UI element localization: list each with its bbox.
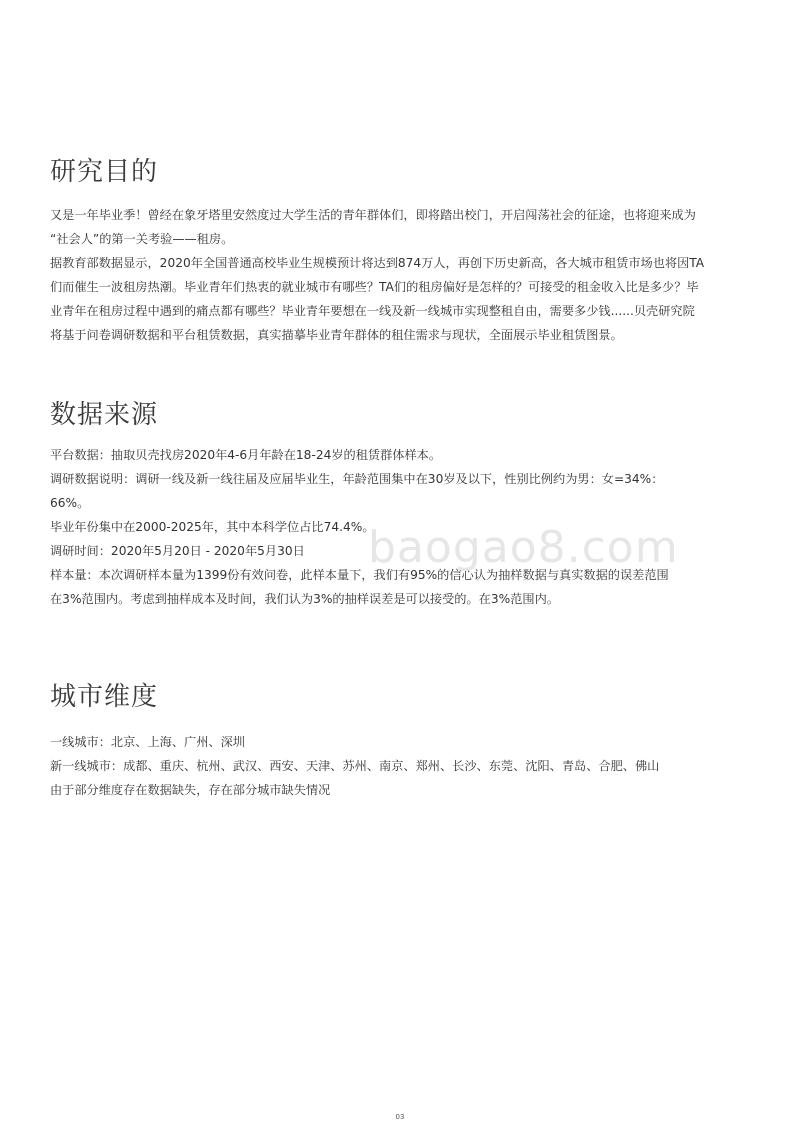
- section-title: 数据来源: [50, 400, 159, 430]
- paragraph-line: 们而催生一波租房热潮。毕业青年们热衷的就业城市有哪些？TA们的租房偏好是怎样的？可接受的租金收入比是多少？毕: [50, 280, 699, 294]
- paragraph-line: 新一线城市：成都、重庆、杭州、武汉、西安、天津、苏州、南京、郑州、长沙、东莞、沈阳、青岛、合肥、佛山: [50, 759, 660, 773]
- paragraph-line: 样本量：本次调研样本量为1399份有效问卷，此样本量下，我们有95%的信心认为抽样数据与真实数据的误差范围: [50, 568, 669, 582]
- paragraph-line: 由于部分维度存在数据缺失，存在部分城市缺失情况: [50, 783, 331, 797]
- section-body: [50, 443, 669, 611]
- section-body: [50, 730, 659, 802]
- watermark: baogao8.com: [368, 522, 679, 573]
- paragraph-line: 调研时间：2020年5月20日 - 2020年5月30日: [50, 544, 305, 558]
- paragraph-line: 将基于问卷调研数据和平台租赁数据，真实描摹毕业青年群体的租住需求与现状，全面展示毕业租赁图景。: [50, 328, 623, 342]
- section-research-purpose: [50, 155, 760, 342]
- paragraph-line: 毕业年份集中在2000-2025年，其中本科学位占比74.4%。: [50, 520, 375, 534]
- paragraph-line: “社会人”的第一关考验——租房。: [50, 232, 234, 246]
- paragraph-line: 一线城市：北京、上海、广州、深圳: [50, 735, 245, 749]
- section-title: 城市维度: [50, 682, 159, 712]
- paragraph-line: 调研数据说明：调研一线及新一线往届及应届毕业生，年龄范围集中在30岁及以下，性别比例约为男：女=34%：: [50, 472, 664, 486]
- paragraph-line: 据教育部数据显示，2020年全国普通高校毕业生规模预计将达到874万人，再创下历史新高，各大城市租赁市场也将因TA: [50, 256, 705, 270]
- paragraph-line: 66%。: [50, 496, 90, 510]
- paragraph-line: 业青年在租房过程中遇到的痛点都有哪些？毕业青年要想在一线及新一线城市实现整租自由，需要多少钱......贝壳研究院: [50, 304, 695, 318]
- section-title: 研究目的: [50, 157, 159, 187]
- section-body: [50, 203, 704, 347]
- paragraph-line: 又是一年毕业季！曾经在象牙塔里安然度过大学生活的青年群体们，即将踏出校门，开启闯荡社会的征途，也将迎来成为: [50, 208, 696, 222]
- paragraph-line: 在3%范围内。考虑到抽样成本及时间，我们认为3%的抽样误差是可以接受的。在3%范围内。: [50, 592, 559, 606]
- page-number: 03: [395, 1113, 405, 1121]
- section-city-dimension: [50, 680, 760, 797]
- paragraph-line: 平台数据：抽取贝壳找房2020年4-6月年龄在18-24岁的租赁群体样本。: [50, 448, 442, 462]
